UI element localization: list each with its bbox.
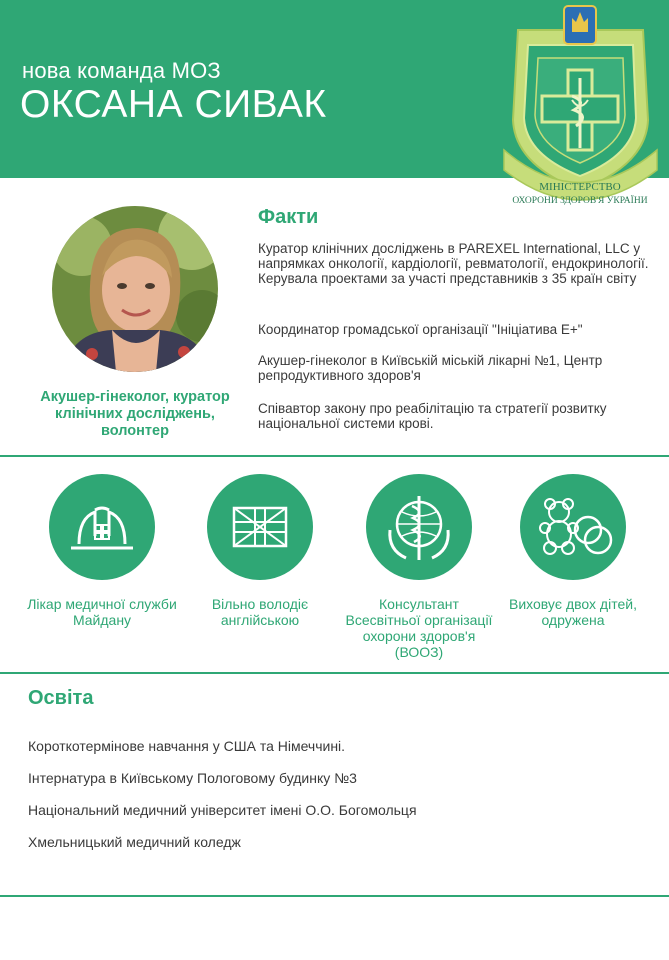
highlight-caption: Консультант Всесвітньої організації охорони здоров'я (ВООЗ) xyxy=(345,596,493,660)
education-item: Хмельницький медичний коледж xyxy=(28,834,241,850)
profile-photo xyxy=(52,206,218,372)
svg-text:ОХОРОНИ ЗДОРОВ'Я УКРАЇНИ: ОХОРОНИ ЗДОРОВ'Я УКРАЇНИ xyxy=(512,196,648,206)
highlight-circle xyxy=(207,474,313,580)
ministry-emblem-icon xyxy=(498,0,663,214)
highlight-caption: Лікар медичної служби Майдану xyxy=(27,596,177,628)
who-emblem-icon xyxy=(366,474,472,580)
person-name: ОКСАНА СИВАК xyxy=(20,83,327,126)
profile-role: Акушер-гінеколог, куратор клінічних досліджень, волонтер xyxy=(40,389,230,439)
hard-hat-cross-icon xyxy=(49,474,155,580)
fact-item: Координатор громадської організації "Ініціатива Е+" xyxy=(258,322,583,337)
divider xyxy=(0,455,669,457)
highlight-caption: Вільно володіє англійською xyxy=(211,596,309,628)
education-item: Короткотермінове навчання у США та Німеччині. xyxy=(28,738,346,754)
union-jack-flag-icon xyxy=(207,474,313,580)
education-item: Національний медичний університет імені О.О. Богомольця xyxy=(28,802,417,818)
facts-title: Факти xyxy=(258,206,319,228)
education-title: Освіта xyxy=(28,687,94,709)
highlight-caption: Виховує двох дітей, одружена xyxy=(509,596,637,628)
highlight-circle xyxy=(366,474,472,580)
highlight-circle xyxy=(520,474,626,580)
header-subtitle: нова команда МОЗ xyxy=(22,58,221,83)
divider xyxy=(0,672,669,674)
fact-item: Співавтор закону про реабілітацію та стратегії розвитку національної системи крові. xyxy=(258,401,607,431)
fact-item: Куратор клінічних досліджень в PAREXEL International, LLC у напрямках онкології, кардіології, ревматології, ендокринології. Керувала проектами за участі представників з 35 країн світу xyxy=(258,241,649,286)
highlight-circle xyxy=(49,474,155,580)
teddy-bear-rings-icon xyxy=(520,474,626,580)
svg-text:МІНІСТЕРСТВО: МІНІСТЕРСТВО xyxy=(539,181,621,193)
divider xyxy=(0,895,669,897)
fact-item: Акушер-гінеколог в Київській міській лікарні №1, Центр репродуктивного здоров'я xyxy=(258,353,603,383)
education-item: Інтернатура в Київському Пологовому будинку №3 xyxy=(28,770,357,786)
